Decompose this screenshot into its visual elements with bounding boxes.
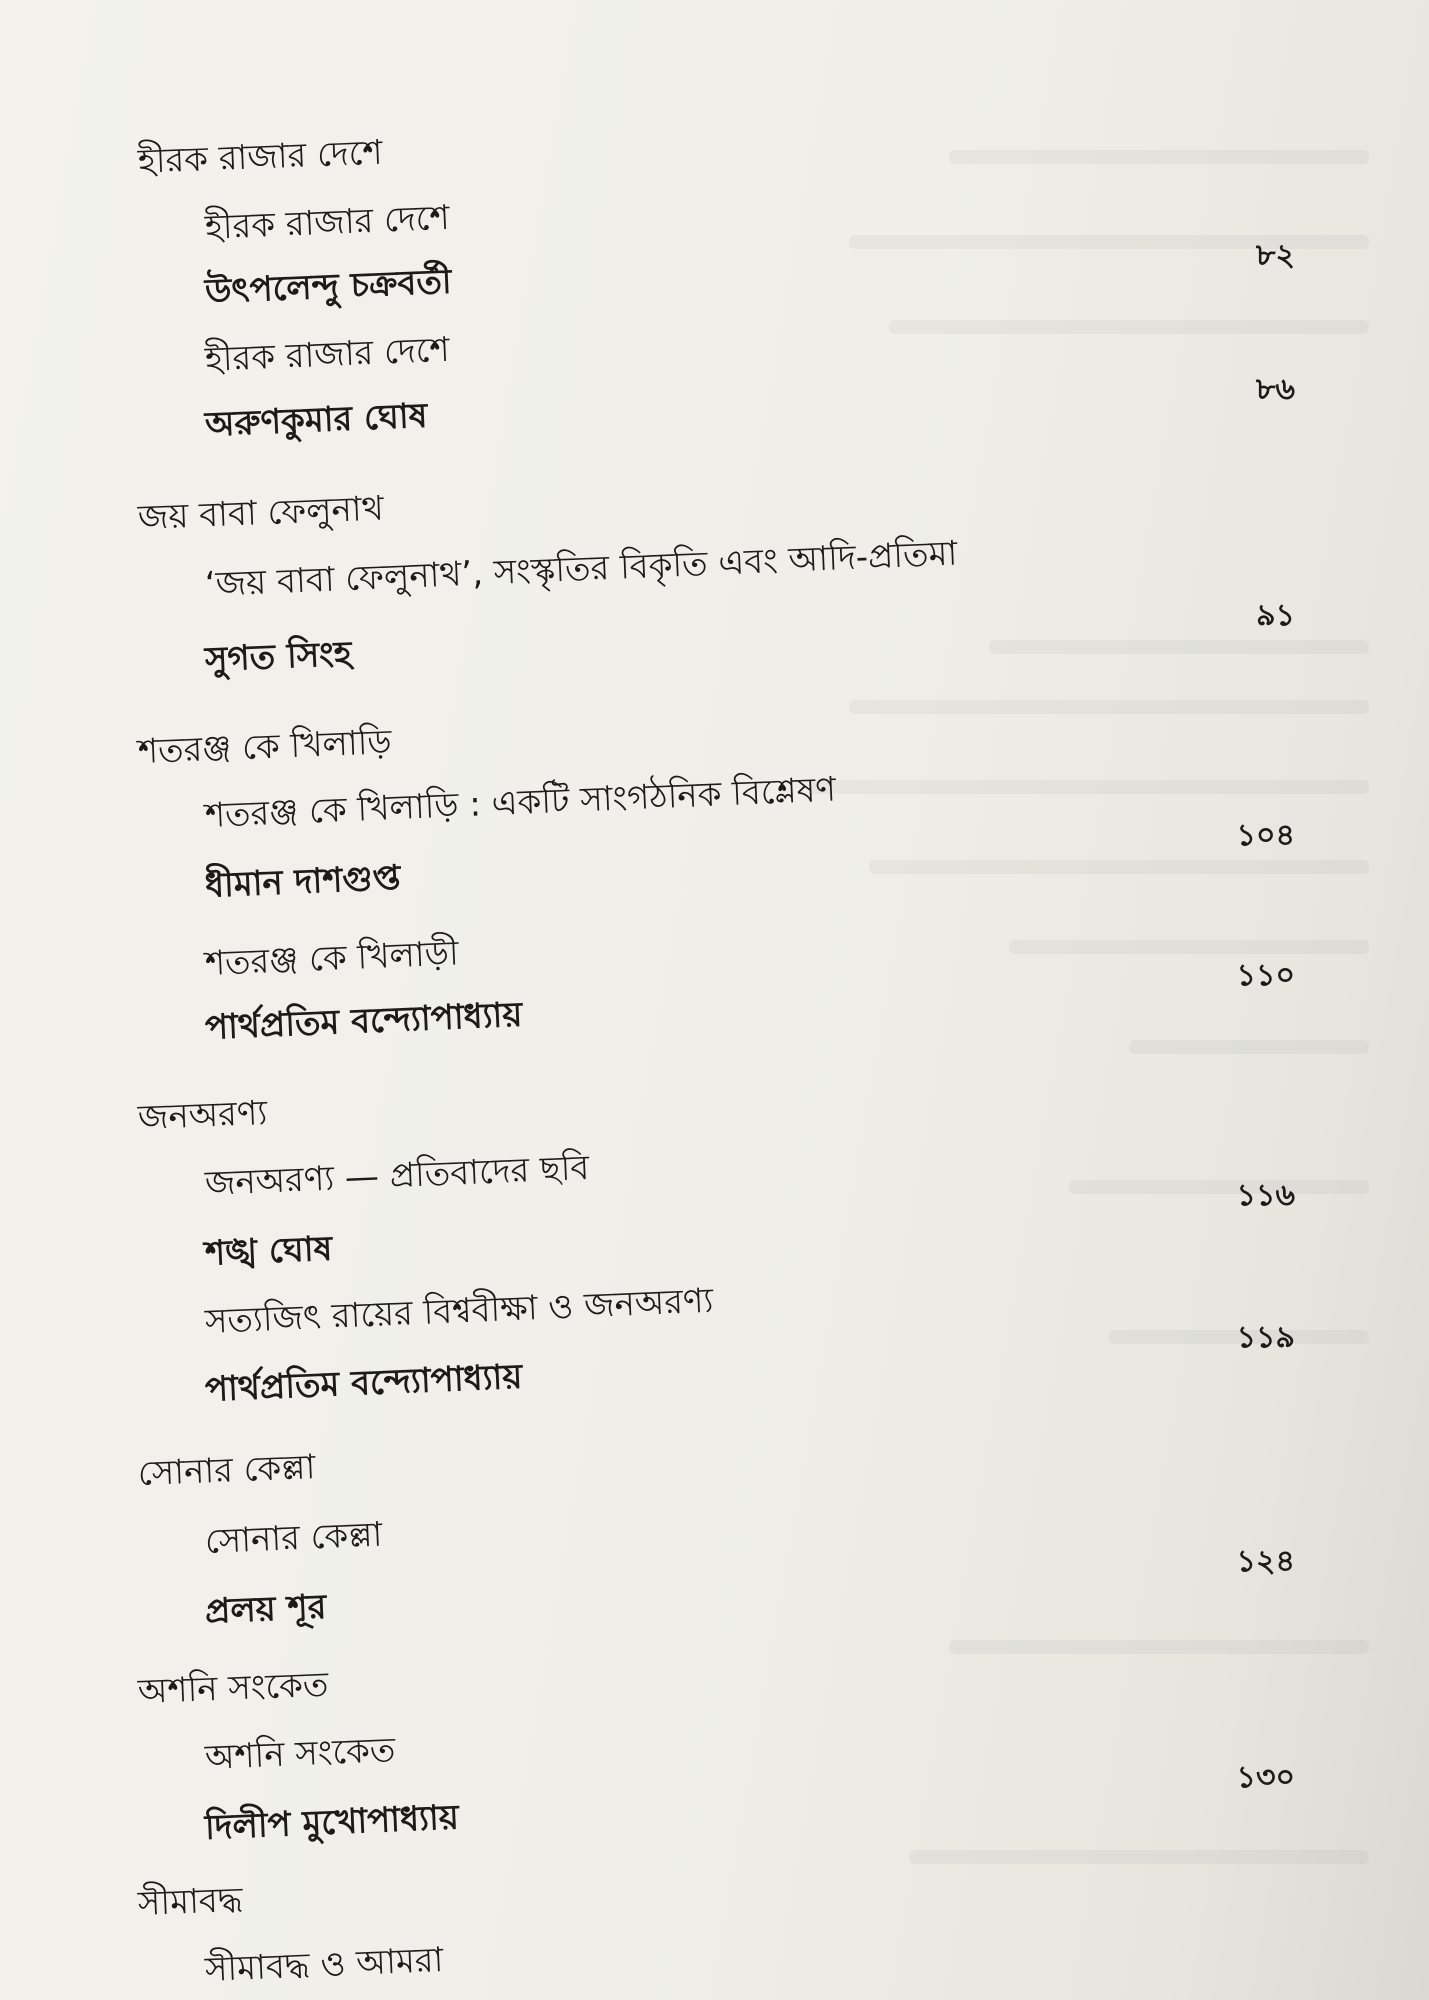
article-author: পার্থপ্রতিম বন্দ্যোপাধ্যায় bbox=[204, 994, 524, 1048]
film-heading: অশনি সংকেত bbox=[137, 1664, 330, 1712]
page-number: ১১৯ bbox=[1236, 1320, 1295, 1355]
page-number: ১৩০ bbox=[1236, 1760, 1295, 1795]
page-number: ১১৬ bbox=[1236, 1178, 1295, 1213]
article-author: অরুণকুমার ঘোষ bbox=[204, 395, 429, 445]
article-title: সত্যজিৎ রায়ের বিশ্ববীক্ষা ও জনঅরণ্য bbox=[204, 1280, 715, 1342]
article-author: প্রলয় শূর bbox=[204, 1586, 328, 1632]
article-title: সোনার কেল্লা bbox=[204, 1514, 384, 1562]
article-title: জনঅরণ্য — প্রতিবাদের ছবি bbox=[204, 1147, 591, 1204]
film-heading: জয় বাবা ফেলুনাথ bbox=[137, 488, 385, 538]
article-title: হীরক রাজার দেশে bbox=[204, 329, 451, 380]
page-number: ৮২ bbox=[1256, 238, 1295, 273]
article-title: শতরঞ্জ কে খিলাড়ী bbox=[204, 933, 460, 984]
film-heading: সীমাবদ্ধ bbox=[137, 1879, 244, 1924]
article-author: শঙ্খ ঘোষ bbox=[204, 1228, 334, 1274]
article-title: ‘জয় বাবা ফেলুনাথ’, সংস্কৃতির বিকৃতি এবং আদি-প্রতিমা bbox=[204, 533, 959, 605]
film-heading: শতরঞ্জ কে খিলাড়ি bbox=[137, 722, 393, 772]
article-author: পার্থপ্রতিম বন্দ্যোপাধ্যায় bbox=[204, 1356, 524, 1410]
article-title: শতরঞ্জ কে খিলাড়ি : একটি সাংগঠনিক বিশ্লেষণ bbox=[204, 769, 837, 836]
page-number: ৯১ bbox=[1256, 598, 1295, 633]
article-author: উৎপলেন্দু চক্রবর্তী bbox=[204, 261, 453, 312]
page-number: ১১০ bbox=[1236, 958, 1295, 993]
film-heading: জনঅরণ্য bbox=[137, 1093, 268, 1138]
page-number: ৮৬ bbox=[1256, 372, 1295, 407]
article-title: হীরক রাজার দেশে bbox=[204, 197, 451, 248]
film-heading: সোনার কেল্লা bbox=[137, 1447, 317, 1494]
article-author: দিলীপ মুখোপাধ্যায় bbox=[204, 1797, 460, 1848]
article-title: সীমাবদ্ধ ও আমরা bbox=[204, 1940, 445, 1990]
article-title: অশনি সংকেত bbox=[204, 1730, 397, 1778]
page-number: ১২৪ bbox=[1236, 1544, 1295, 1579]
article-author: ধীমান দাশগুপ্ত bbox=[204, 857, 402, 906]
film-heading: হীরক রাজার দেশে bbox=[137, 132, 384, 182]
article-author: সুগত সিংহ bbox=[204, 633, 353, 680]
page-number: ১০৪ bbox=[1236, 818, 1295, 853]
